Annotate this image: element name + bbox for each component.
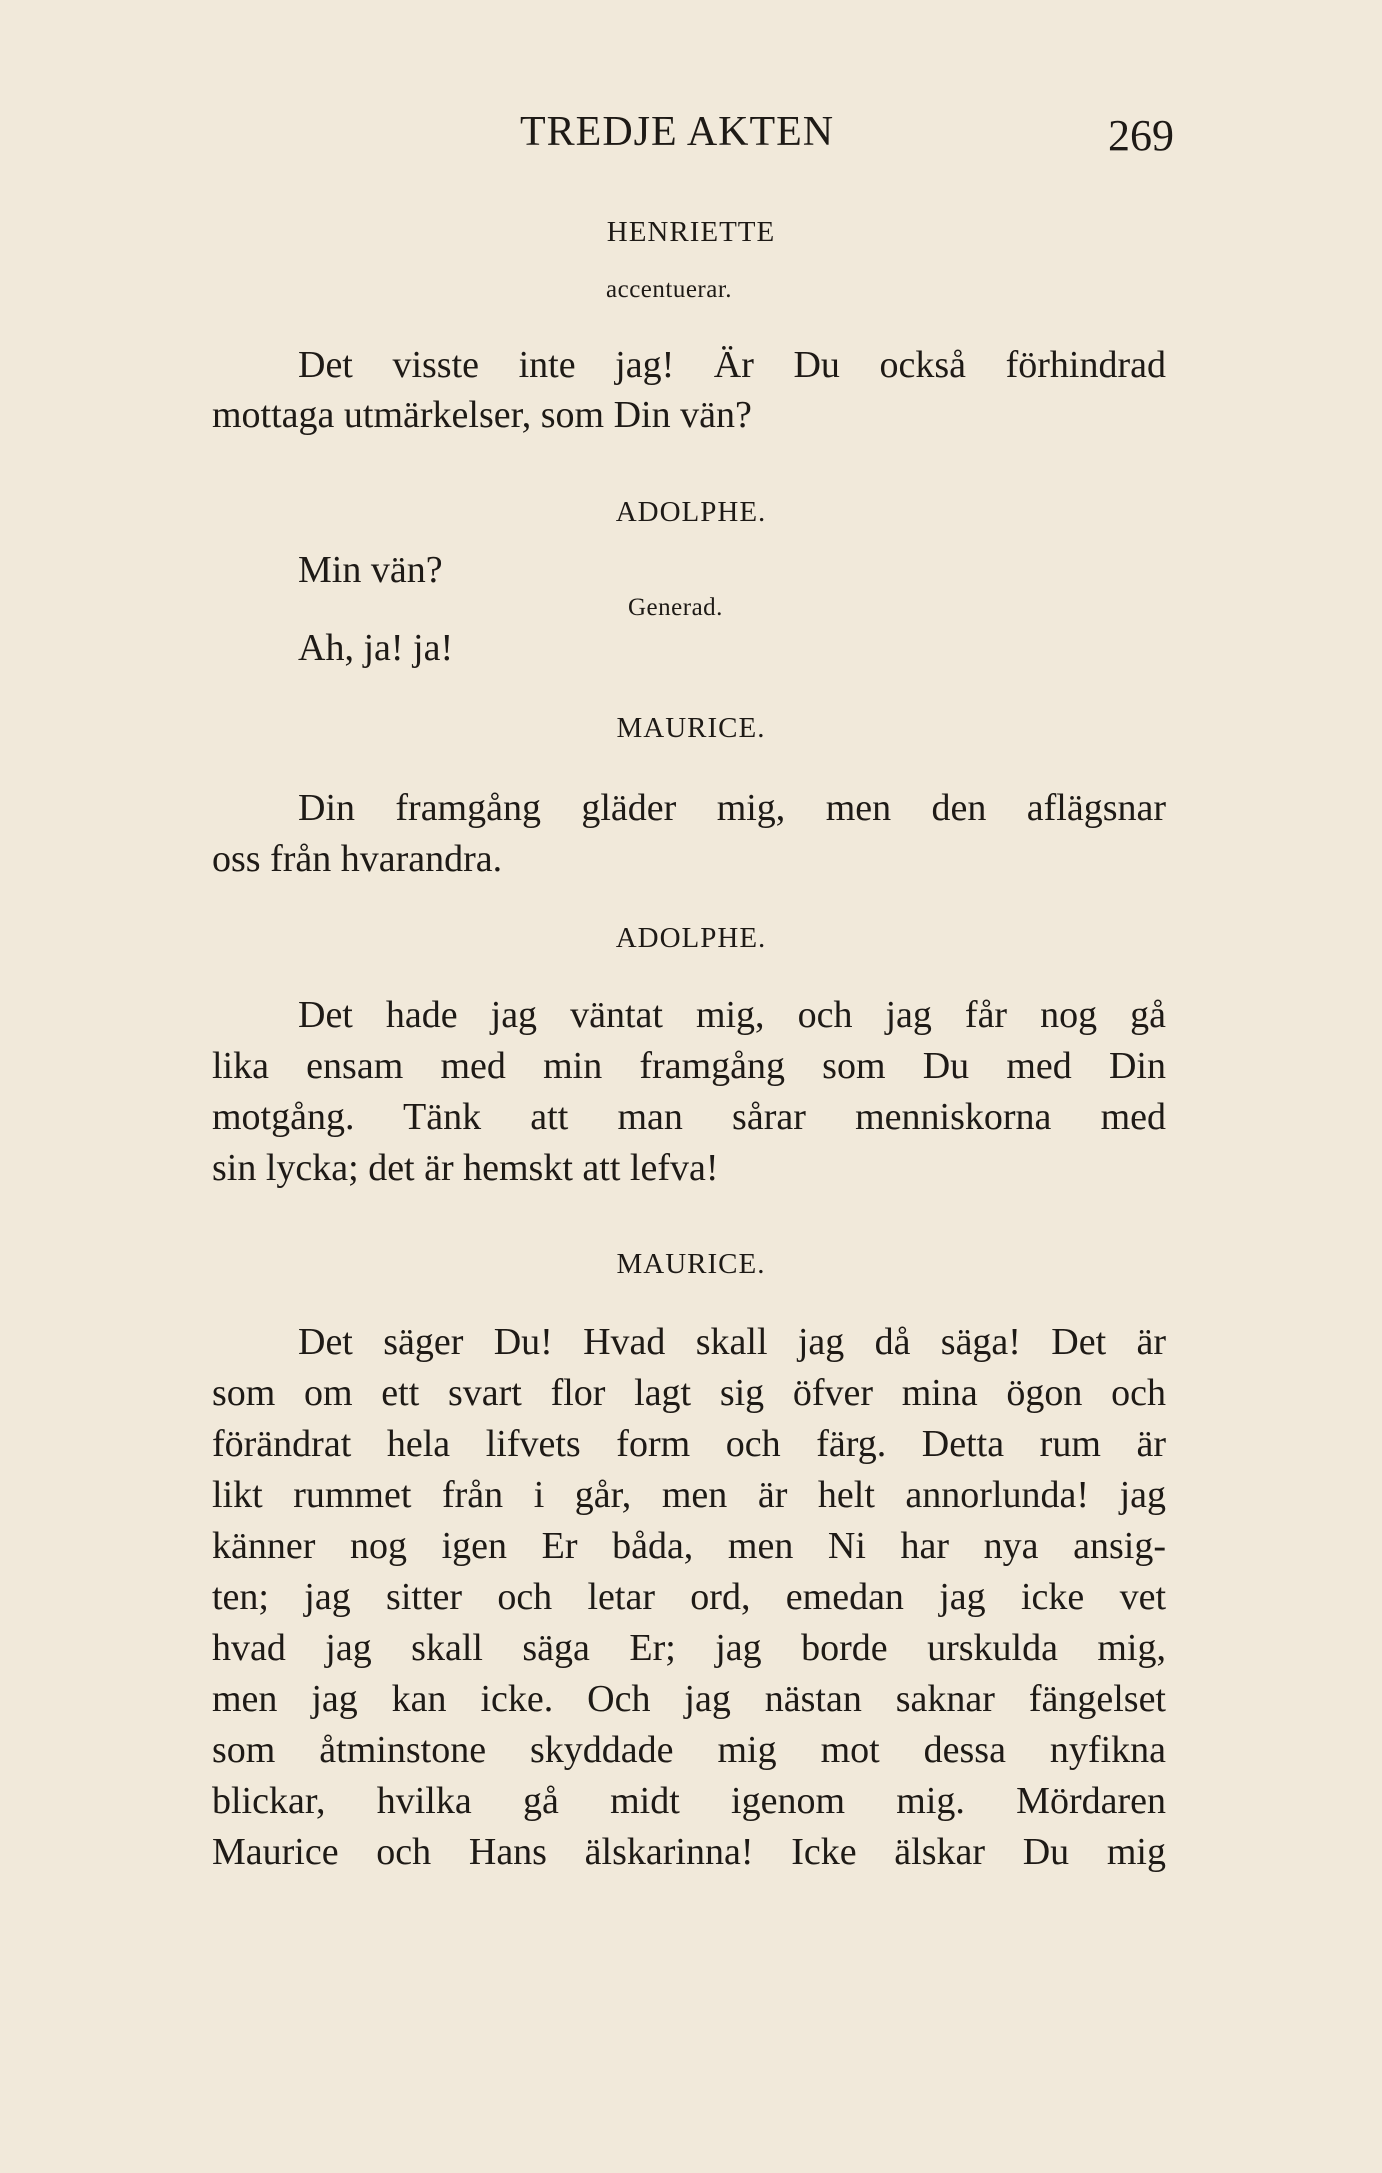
dialogue-line: som om ett svart flor lagt sig öfver mina ögon och	[212, 1372, 1166, 1414]
speaker-name: ADOLPHE.	[615, 496, 767, 528]
dialogue-line: Maurice och Hans älskarinna! Icke älskar Du mig	[212, 1831, 1166, 1873]
dialogue-line: hvad jag skall säga Er; jag borde urskulda mig,	[212, 1627, 1166, 1669]
speaker-name: MAURICE.	[616, 712, 766, 744]
dialogue-line: motgång. Tänk att man sårar menniskorna med	[212, 1096, 1166, 1138]
dialogue-line: oss från hvarandra.	[212, 838, 503, 880]
dialogue-line: som åtminstone skyddade mig mot dessa nyfikna	[212, 1729, 1166, 1771]
dialogue-line: känner nog igen Er båda, men Ni har nya ansig-	[212, 1525, 1166, 1567]
page-number: 269	[1108, 111, 1174, 160]
dialogue-line: Ah, ja! ja!	[298, 627, 454, 669]
running-title: TREDJE AKTEN	[520, 109, 835, 155]
dialogue-line: Min vän?	[298, 549, 443, 591]
stage-direction: accentuerar.	[606, 276, 733, 303]
dialogue-line: mottaga utmärkelser, som Din vän?	[212, 394, 752, 436]
stage-direction: Generad.	[628, 594, 723, 621]
dialogue-line: Det visste inte jag! Är Du också förhindrad	[298, 344, 1166, 386]
dialogue-line: Din framgång gläder mig, men den aflägsnar	[298, 787, 1166, 829]
speaker-name: MAURICE.	[616, 1248, 766, 1280]
dialogue-line: blickar, hvilka gå midt igenom mig. Mördaren	[212, 1780, 1166, 1822]
dialogue-line: men jag kan icke. Och jag nästan saknar fängelset	[212, 1678, 1166, 1720]
dialogue-line: förändrat hela lifvets form och färg. Detta rum är	[212, 1423, 1166, 1465]
dialogue-line: lika ensam med min framgång som Du med Din	[212, 1045, 1166, 1087]
dialogue-line: sin lycka; det är hemskt att lefva!	[212, 1147, 719, 1189]
dialogue-line: ten; jag sitter och letar ord, emedan jag icke vet	[212, 1576, 1166, 1618]
page-header	[0, 108, 1382, 164]
speaker-name: HENRIETTE	[606, 216, 776, 248]
dialogue-line: likt rummet från i går, men är helt annorlunda! jag	[212, 1474, 1166, 1516]
speaker-name: ADOLPHE.	[615, 922, 767, 954]
dialogue-line: Det säger Du! Hvad skall jag då säga! Det är	[298, 1321, 1166, 1363]
dialogue-line: Det hade jag väntat mig, och jag får nog gå	[298, 994, 1166, 1036]
